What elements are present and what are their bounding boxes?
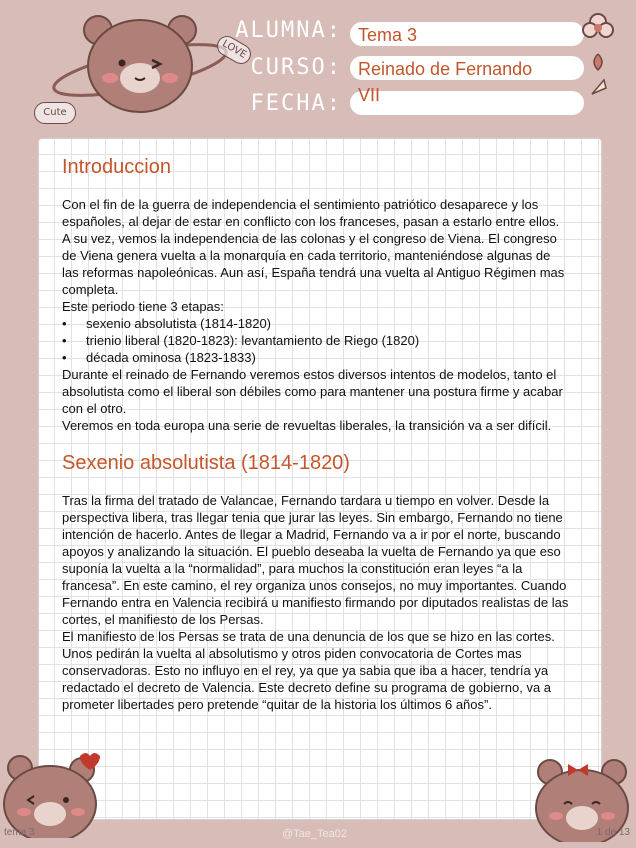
intro-paragraph-1: Con el fin de la guerra de independencia el sentimiento patriótico desaparece y los españoles, al dejar de estar en conflicto con los franceses, pasan a estarlo entre ellos. A su vez, vemos la independencia de las colonas y el congreso de Viena. El congreso de Viena genera vuelta a la monarquía en cada territorio, manteniéndose algunas de las reformas napoleónicas. Aun así, España tendrá una vuelta al Antiguo Régimen mas completa. <box>62 197 565 297</box>
sexenio-paragraph-2: El manifiesto de los Persas se trata de una denuncia de los que se hizo en las cortes. Unos pedirán la vuelta al absolutismo y otros piden convocatoria de Cortes mas conservadoras. Esto no influyo en el rey, ya que ya sabia que iba a hacer, tendría ya redactado el decreto de Valencia. Este decreto define su programa de gobierno, va a prometer libertades pero pretende “quitar de la historia los últimos 6 años”. <box>62 629 555 712</box>
sexenio-heading: Sexenio absolutista (1814-1820) <box>62 452 350 474</box>
fecha-field[interactable] <box>350 91 584 115</box>
list-item: • trienio liberal (1820-1823): levantamiento de Riego (1820) <box>62 332 570 349</box>
list-item: • década ominosa (1823-1833) <box>62 349 570 366</box>
curso-value-line2: VII <box>358 85 381 105</box>
alumna-value: Tema 3 <box>358 25 418 45</box>
love-tag: LOVE <box>213 32 254 67</box>
alumna-label: ALUMNA: <box>235 18 342 43</box>
sexenio-paragraph-1: Tras la firma del tratado de Valancae, Fernando tardara u tiempo en volver. Desde la perspectiva libera, tras llegar tenia que jurar las leyes. Sin embargo, Fernando no tiene intención de hacerlo. Antes de llegar a Madrid, Fernando va a ir por el norte, buscando apoyos y analizando la situación. El pueblo deseaba la vuelta de Fernando ya que eso suponía la vuelta a la “normalidad”, para muchos la constitución eran leyes “a la francesa”. En este camino, el rey organiza unos consejos, no muy importantes. Cuando Fernando entra en Valencia recibirá u manifiesto firmando por diputados realistas de las cortes, el manifiesto de los Persas. <box>62 493 569 627</box>
bear-bottom-left-icon <box>0 748 110 838</box>
watermark: @Tae_Tea02 <box>282 828 347 840</box>
cute-tag: Cute <box>34 102 76 124</box>
page-number: 1 de 13 <box>596 827 630 838</box>
intro-heading: Introduccion <box>62 156 171 178</box>
intro-paragraph-2: Este periodo tiene 3 etapas: <box>62 299 224 314</box>
fecha-label: FECHA: <box>250 91 342 116</box>
document-content <box>62 150 570 713</box>
intro-paragraph-3: Durante el reinado de Fernando veremos estos diversos intentos de modelos, tanto el absolutista como el liberal son débiles como para mantener una postura firme y acabar con el otro. <box>62 367 563 416</box>
curso-label: CURSO: <box>250 55 342 80</box>
stages-list <box>62 315 570 366</box>
curso-value-line1: Reinado de Fernando <box>358 59 533 79</box>
flower-icon <box>578 8 618 108</box>
footer-left: tema 3 <box>4 827 35 838</box>
intro-paragraph-4: Veremos en toda europa una serie de revueltas liberales, la transición va a ser difícil. <box>62 418 552 433</box>
list-item: • sexenio absolutista (1814-1820) <box>62 315 570 332</box>
